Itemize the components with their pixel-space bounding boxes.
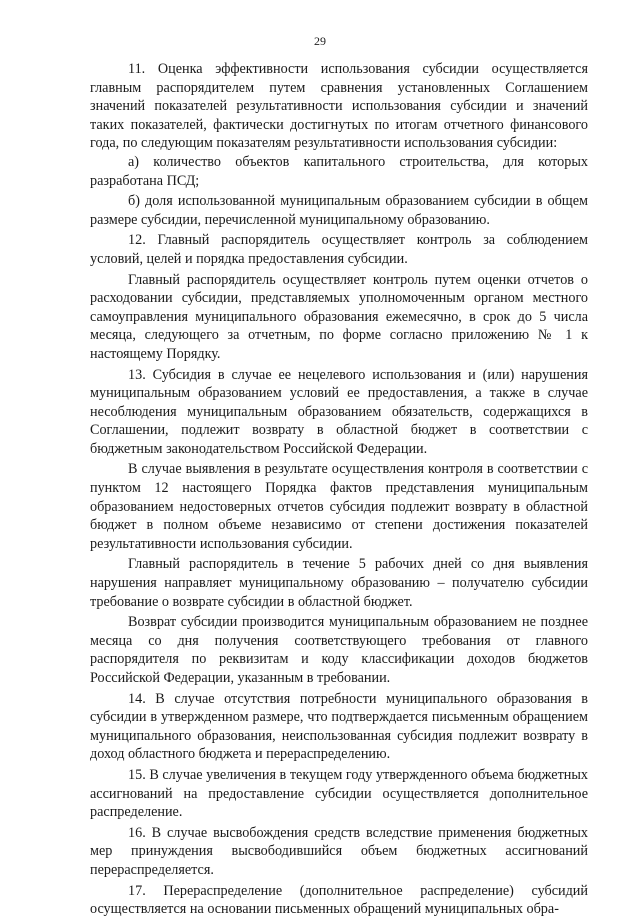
- paragraph-13: 13. Субсидия в случае ее нецелевого использования и (или) нарушения муниципальным образованием условий ее предоставления, а также в случае несоблюдения муниципальным образованием обязательств, содержащихся в Соглашении, подлежит возврату в областной бюджет в соответствии с бюджетным законодательством Российской Федерации.: [90, 366, 588, 457]
- paragraph-11a: а) количество объектов капитального строительства, для которых разработана ПСД;: [90, 153, 588, 189]
- paragraph-12: 12. Главный распорядитель осуществляет контроль за соблюдением условий, целей и порядка предоставления субсидии.: [90, 232, 588, 267]
- paragraph-12-control: Главный распорядитель осуществляет контроль путем оценки отчетов о расходовании субсидии, представляемых уполномоченным органом местного самоуправления муниципального образования ежемесячно, в срок до 5 числа месяца, следующего за отчетным, по форме согласно приложению № 1 к настоящему Порядку.: [90, 271, 588, 362]
- paragraph-13-false-reports: В случае выявления в результате осуществления контроля в соответствии с пунктом 12 настоящего Порядка фактов представления муниципальным образованием недостоверных отчетов субсидия подлежит возврату в областной бюджет в полном объеме независимо от степени достижения показателей результативности использования субсидии.: [90, 461, 588, 552]
- paragraph-11b: б) доля использованной муниципальным образованием субсидии в общем размере субсидии, перечисленной муниципальному образованию.: [90, 193, 588, 228]
- paragraph-13-return: Возврат субсидии производится муниципальным образованием не позднее месяца со дня получения соответствующего требования от главного распорядителя по реквизитам и коду классификации доходов бюджетов Российской Федерации, указанным в требовании.: [90, 614, 588, 686]
- document-body: [90, 60, 588, 919]
- paragraph-11: 11. Оценка эффективности использования субсидии осуществляется главным распорядителем путем сравнения установленных Соглашением значений показателей результативности использования субсидии и значений таких показателей, фактически достигнутых по итогам отчетного финансового года, по следующим показателям результативности использования субсидии:: [90, 61, 588, 152]
- page-number: 29: [314, 34, 326, 48]
- paragraph-16: 16. В случае высвобождения средств вследствие применения бюджетных мер принуждения высвободившийся объем бюджетных ассигнований перераспределяется.: [90, 824, 588, 878]
- paragraph-13-demand: Главный распорядитель в течение 5 рабочих дней со дня выявления нарушения направляет муниципальному образованию – получателю субсидии требование о возврате субсидии в областной бюджет.: [90, 556, 588, 610]
- paragraph-15: 15. В случае увеличения в текущем году утвержденного объема бюджетных ассигнований на предоставление субсидии осуществляется дополнительное распределение.: [90, 766, 588, 821]
- paragraph-14: 14. В случае отсутствия потребности муниципального образования в субсидии в утвержденном размере, что подтверждается письменным обращением муниципального образования, неиспользованная субсидия подлежит возврату в доход областного бюджета и перераспределению.: [90, 690, 588, 763]
- paragraph-17: 17. Перераспределение (дополнительное распределение) субсидий осуществляется на основании письменных обращений муниципальных обра-: [90, 882, 588, 918]
